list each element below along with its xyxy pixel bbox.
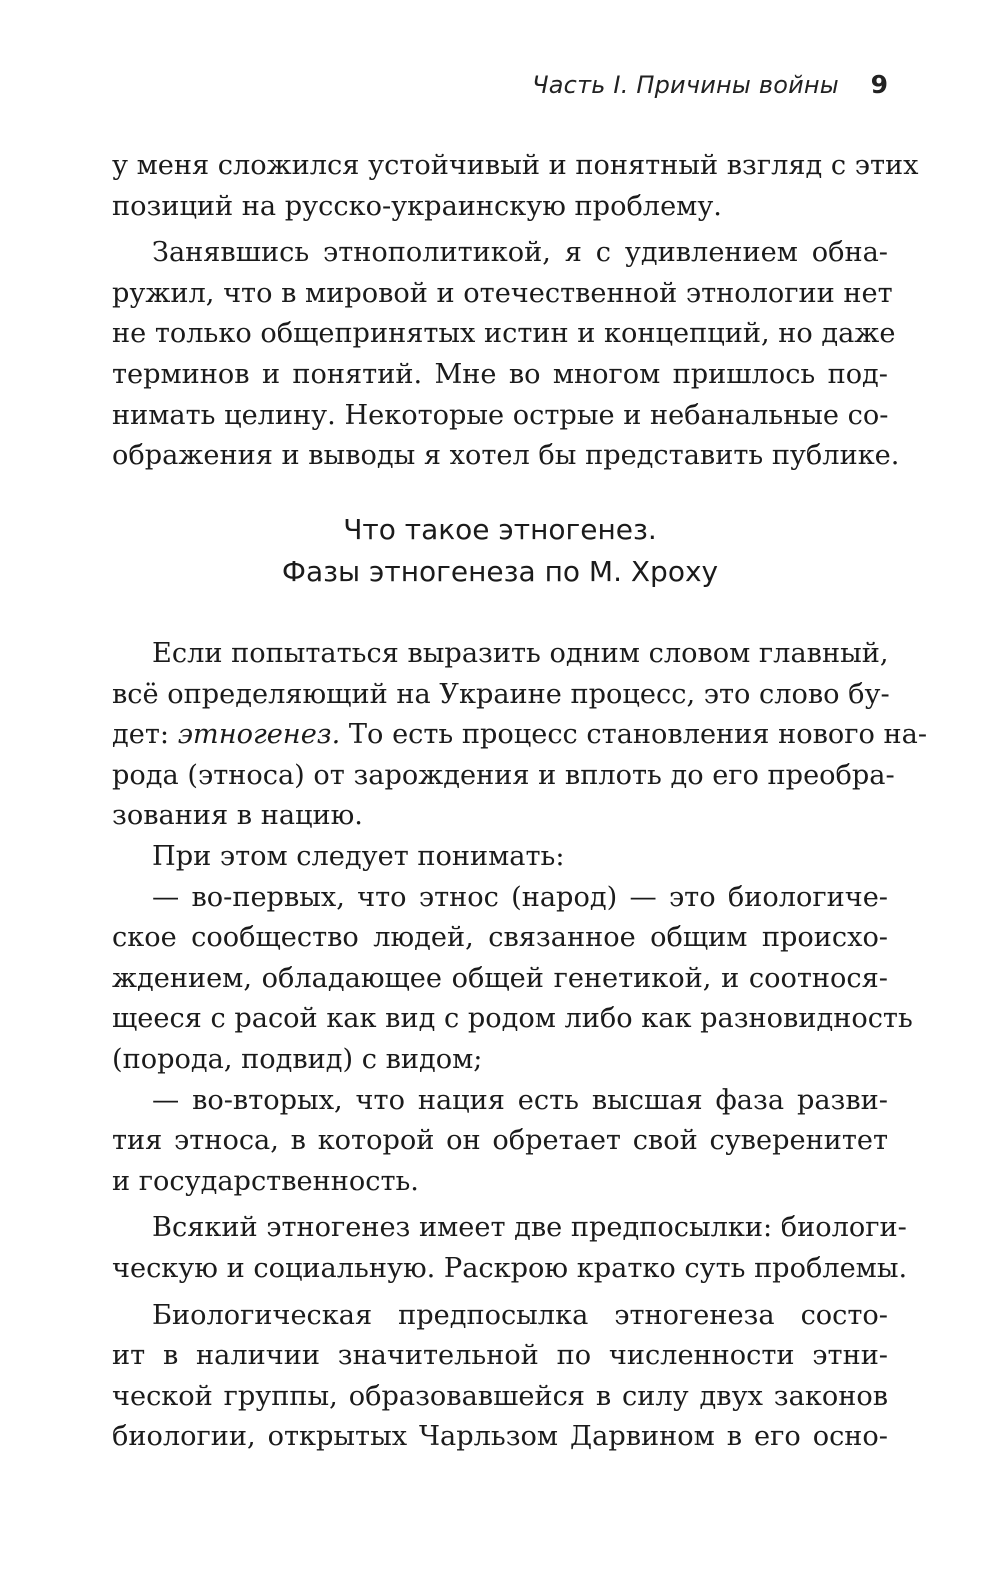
text-line: ит в наличии значительной по численности этни- — [112, 1340, 888, 1372]
text-line: у меня сложился устойчивый и понятный взгляд с этих — [112, 150, 919, 181]
text-line: ческой группы, образовавшейся в силу двух законов — [112, 1380, 888, 1412]
paragraph-5 — [112, 878, 913, 1081]
text-fragment: дет: — [112, 719, 178, 751]
text-line: Биологическая предпосылка этногенеза состо- — [152, 1299, 888, 1331]
text-line: ждением, обладающее общей генетикой, и соотнося- — [112, 962, 888, 994]
text-line: — во-вторых, что нация есть высшая фаза разви- — [152, 1084, 888, 1116]
text-line: При этом следует понимать: — [152, 840, 565, 872]
text-line: позиций на русско-украинскую проблему. — [112, 190, 722, 222]
section-heading-line-2: Фазы этногенеза по М. Хроху — [281, 555, 719, 588]
paragraph-2 — [112, 233, 900, 477]
running-header — [532, 70, 888, 99]
paragraph-6 — [112, 1081, 888, 1203]
text-line: Если попытаться выразить одним словом главный, — [152, 638, 889, 669]
paragraph-3 — [112, 634, 928, 837]
section-heading-line-1: Что такое этногенез. — [343, 513, 657, 546]
text-line: — во-первых, что этнос (народ) — это биологиче- — [152, 881, 888, 913]
italic-term: этногенез. — [177, 719, 341, 751]
text-line: зования в нацию. — [112, 800, 363, 832]
text-line: нимать целину. Некоторые острые и небанальные со- — [112, 399, 889, 431]
section-heading — [112, 509, 888, 593]
text-line: (порода, подвид) с видом; — [112, 1043, 483, 1075]
paragraph-1 — [112, 146, 919, 227]
text-block-bottom — [112, 634, 928, 1458]
text-line: ружил, что в мировой и отечественной этнологии нет — [112, 277, 893, 309]
text-line: и государственность. — [112, 1165, 419, 1197]
text-line: не только общепринятых истин и концепций, но даже — [112, 318, 896, 350]
text-line: Всякий этногенез имеет две предпосылки: биологи- — [152, 1212, 907, 1244]
running-title: Часть I. Причины войны — [532, 71, 839, 99]
text-line: биологии, открытых Чарльзом Дарвином в его осно- — [112, 1421, 888, 1453]
text-line: Занявшись этнополитикой, я с удивлением обна- — [152, 237, 888, 269]
text-line: всё определяющий на Украине процесс, это слово бу- — [112, 678, 890, 710]
text-fragment: То есть процесс становления нового на- — [340, 719, 928, 751]
paragraph-4 — [112, 837, 888, 878]
text-line: терминов и понятий. Мне во многом пришлось под- — [112, 358, 888, 390]
text-line: тия этноса, в которой он обретает свой суверенитет — [112, 1125, 888, 1157]
text-line: ческую и социальную. Раскрою кратко суть проблемы. — [112, 1252, 908, 1284]
text-line: рода (этноса) от зарождения и вплоть до его преобра- — [112, 759, 895, 791]
paragraph-7 — [112, 1208, 908, 1289]
text-line — [112, 715, 928, 756]
paragraph-8 — [112, 1296, 888, 1458]
text-line: ское сообщество людей, связанное общим происхо- — [112, 922, 888, 954]
page-number: 9 — [870, 70, 888, 99]
text-line: ображения и выводы я хотел бы представить публике. — [112, 440, 900, 472]
text-block-top — [112, 146, 919, 477]
text-line: щееся с расой как вид с родом либо как разновидность — [112, 1003, 913, 1035]
